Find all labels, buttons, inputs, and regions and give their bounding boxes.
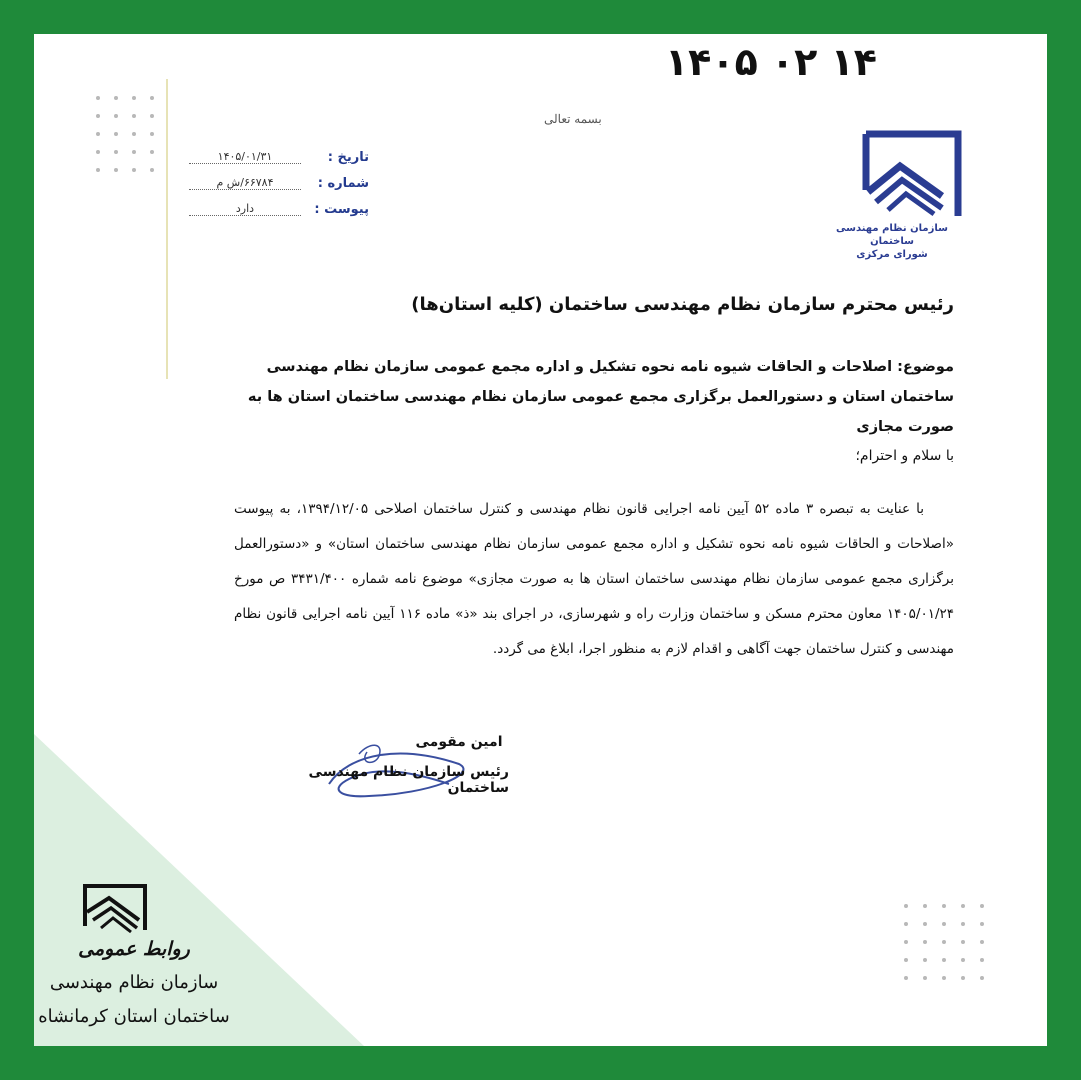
- date-label: تاریخ :: [327, 149, 369, 165]
- letter-body: با عنایت به تبصره ۳ ماده ۵۲ آیین نامه اجرایی قانون نظام مهندسی و کنترل ساختمان اصلاحی ۱۳۹۴/۱۲/۰۵، به پیوست «اصلاحات و الحاقات شیوه نامه نحوه تشکیل و اداره مجمع عمومی سازمان نظام مهندسی ساختمان استان» و «دستورالعمل برگزاری مجمع عمومی سازمان نظام مهندسی ساختمان استان ها به صورت مجازی» موضوع نامه شماره ۳۴۳۱/۴۰۰ ص مورخ ۱۴۰۵/۰۱/۲۴ معاون محترم مسکن و ساختمان وزارت راه و شهرسازی، در اجرای بند «ذ» ماده ۱۱۶ آیین نامه اجرایی قانون نظام مهندسی و کنترل ساختمان جهت آگاهی و اقدام لازم به منظور اجرا، ابلاغ می گردد.: [234, 501, 954, 657]
- meta-attachment-row: [189, 196, 369, 222]
- attachment-value: دارد: [189, 202, 301, 216]
- signatory-name: امین مقومی: [415, 734, 503, 750]
- addressee: رئیس محترم سازمان نظام مهندسی ساختمان (کلیه استان‌ها): [411, 294, 954, 315]
- number-label: شماره :: [317, 175, 369, 191]
- signatory-title: رئیس سازمان نظام مهندسی ساختمان: [308, 764, 509, 796]
- meta-number-row: [189, 170, 369, 196]
- footer-line-3: ساختمان استان کرمانشاه: [38, 1006, 230, 1027]
- dot-pattern-top-left: [96, 96, 154, 172]
- date-value: ۱۴۰۵/۰۱/۳۱: [189, 150, 301, 164]
- stamp-date: ۱۴۰۵ ۰۲ ۱۴: [664, 40, 877, 84]
- letter-meta: [189, 144, 369, 222]
- meta-date-row: [189, 144, 369, 170]
- org-name: سازمان نظام مهندسی ساختمان: [836, 223, 948, 247]
- greeting: با سلام و احترام؛: [855, 448, 954, 464]
- footer-text: [34, 938, 234, 1027]
- margin-line: [166, 79, 168, 379]
- footer-line-2: سازمان نظام مهندسی: [49, 972, 219, 993]
- document-card: [34, 34, 1047, 1046]
- number-value: ۶۶۷۸۴/ش م: [189, 176, 301, 190]
- dot-pattern-bottom-right: [904, 904, 984, 980]
- footer-line-1: روابط عمومی: [78, 938, 190, 960]
- org-unit: شورای مرکزی: [856, 249, 928, 260]
- subject: موضوع: اصلاحات و الحاقات شیوه نامه نحوه تشکیل و اداره مجمع عمومی سازمان نظام مهندسی ساختمان استان و دستورالعمل برگزاری مجمع عمومی سازمان نظام مهندسی ساختمان استان ها به صورت مجازی: [247, 359, 954, 435]
- invocation: بسمه تعالی: [544, 112, 602, 126]
- org-logo-text: [822, 222, 962, 261]
- org-logo-icon: [862, 130, 962, 220]
- attachment-label: پیوست :: [314, 201, 369, 217]
- footer-logo-icon: [79, 882, 151, 936]
